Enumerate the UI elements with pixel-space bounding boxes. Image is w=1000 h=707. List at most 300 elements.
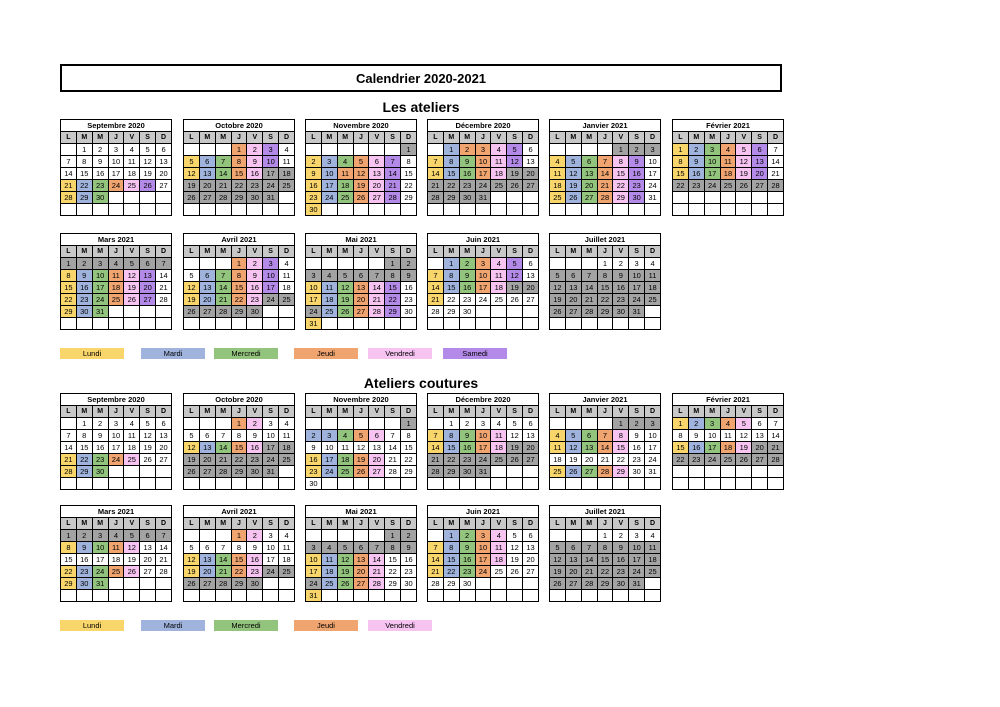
- day-cell: 21: [428, 294, 444, 306]
- day-cell: [337, 204, 353, 216]
- day-cell: 3: [108, 418, 124, 430]
- day-cell: [704, 204, 720, 216]
- day-cell: [199, 478, 215, 490]
- day-cell: 3: [108, 144, 124, 156]
- day-cell: 20: [523, 282, 539, 294]
- day-cell: 11: [491, 270, 507, 282]
- day-cell: [491, 478, 507, 490]
- day-cell: 24: [306, 578, 322, 590]
- weekday-header: L: [61, 406, 77, 418]
- day-cell: [550, 144, 566, 156]
- day-cell: 20: [369, 180, 385, 192]
- day-cell: 12: [184, 282, 200, 294]
- day-cell: [459, 590, 475, 602]
- day-cell: [140, 478, 156, 490]
- day-cell: 10: [475, 270, 491, 282]
- day-cell: 28: [428, 306, 444, 318]
- day-cell: 16: [629, 442, 645, 454]
- day-cell: 25: [337, 466, 353, 478]
- weekday-header: V: [369, 406, 385, 418]
- day-cell: [108, 590, 124, 602]
- weekday-header: S: [507, 246, 523, 258]
- day-cell: 1: [231, 144, 247, 156]
- day-cell: [581, 258, 597, 270]
- day-cell: [140, 590, 156, 602]
- day-cell: 23: [629, 180, 645, 192]
- day-cell: [263, 478, 279, 490]
- day-cell: 12: [550, 554, 566, 566]
- day-cell: 4: [124, 418, 140, 430]
- day-cell: 6: [140, 258, 156, 270]
- weekday-header: L: [428, 132, 444, 144]
- day-cell: 3: [645, 418, 661, 430]
- weekday-header: D: [156, 246, 172, 258]
- day-cell: [321, 590, 337, 602]
- day-cell: 22: [61, 294, 77, 306]
- day-cell: 7: [428, 542, 444, 554]
- day-cell: [688, 466, 704, 478]
- day-cell: 5: [507, 530, 523, 542]
- day-cell: 14: [156, 542, 172, 554]
- day-cell: 21: [581, 294, 597, 306]
- day-cell: 10: [306, 554, 322, 566]
- weekday-header: J: [475, 132, 491, 144]
- day-cell: 23: [306, 466, 322, 478]
- day-cell: 11: [279, 430, 295, 442]
- weekday-header: L: [428, 518, 444, 530]
- day-cell: 4: [321, 270, 337, 282]
- day-cell: [247, 318, 263, 330]
- month-title: Novembre 2020: [306, 120, 417, 132]
- day-cell: 28: [61, 192, 77, 204]
- day-cell: 27: [369, 192, 385, 204]
- day-cell: 7: [768, 144, 784, 156]
- day-cell: [124, 306, 140, 318]
- weekday-header: M: [443, 246, 459, 258]
- month-title: Février 2021: [673, 120, 784, 132]
- day-cell: [263, 318, 279, 330]
- legend-item: Mercredi: [214, 620, 278, 631]
- day-cell: 12: [184, 554, 200, 566]
- day-cell: 1: [231, 530, 247, 542]
- day-cell: 16: [613, 282, 629, 294]
- day-cell: 14: [369, 554, 385, 566]
- day-cell: 22: [61, 566, 77, 578]
- day-cell: 20: [140, 282, 156, 294]
- day-cell: [140, 306, 156, 318]
- day-cell: [61, 478, 77, 490]
- day-cell: [523, 466, 539, 478]
- day-cell: 25: [491, 180, 507, 192]
- day-cell: 15: [61, 282, 77, 294]
- day-cell: 12: [124, 270, 140, 282]
- day-cell: 12: [565, 442, 581, 454]
- day-cell: 27: [369, 466, 385, 478]
- weekday-header: M: [688, 406, 704, 418]
- day-cell: 23: [459, 454, 475, 466]
- day-cell: [475, 590, 491, 602]
- day-cell: [184, 478, 200, 490]
- day-cell: 22: [76, 454, 92, 466]
- day-cell: 5: [736, 418, 752, 430]
- day-cell: 9: [459, 542, 475, 554]
- day-cell: [215, 144, 231, 156]
- day-cell: 10: [263, 430, 279, 442]
- day-cell: 1: [597, 530, 613, 542]
- day-cell: [337, 144, 353, 156]
- day-cell: 15: [673, 442, 689, 454]
- day-cell: 13: [199, 442, 215, 454]
- day-cell: 1: [613, 418, 629, 430]
- day-cell: 12: [140, 430, 156, 442]
- month-calendar: [549, 393, 661, 490]
- day-cell: [523, 578, 539, 590]
- day-cell: [108, 478, 124, 490]
- weekday-header: D: [523, 132, 539, 144]
- day-cell: 28: [768, 180, 784, 192]
- month-title: Avril 2021: [184, 234, 295, 246]
- day-cell: 26: [184, 192, 200, 204]
- day-cell: 25: [279, 180, 295, 192]
- day-cell: 13: [369, 168, 385, 180]
- day-cell: 22: [673, 180, 689, 192]
- day-cell: 9: [459, 270, 475, 282]
- day-cell: 25: [108, 566, 124, 578]
- day-cell: 6: [523, 418, 539, 430]
- day-cell: 5: [507, 258, 523, 270]
- day-cell: 8: [61, 542, 77, 554]
- day-cell: 29: [61, 306, 77, 318]
- day-cell: [353, 530, 369, 542]
- day-cell: [673, 466, 689, 478]
- day-cell: 4: [279, 258, 295, 270]
- day-cell: 25: [279, 454, 295, 466]
- day-cell: 13: [199, 554, 215, 566]
- day-cell: 12: [337, 282, 353, 294]
- day-cell: 24: [263, 566, 279, 578]
- day-cell: 23: [629, 454, 645, 466]
- weekday-header: V: [736, 132, 752, 144]
- day-cell: 27: [199, 578, 215, 590]
- day-cell: 22: [401, 454, 417, 466]
- day-cell: [247, 204, 263, 216]
- day-cell: [752, 192, 768, 204]
- day-cell: 13: [565, 282, 581, 294]
- day-cell: 22: [597, 566, 613, 578]
- day-cell: 17: [321, 454, 337, 466]
- day-cell: 15: [231, 442, 247, 454]
- legend-item: Mardi: [141, 348, 205, 359]
- day-cell: 23: [688, 180, 704, 192]
- weekday-header: S: [385, 246, 401, 258]
- day-cell: 22: [613, 180, 629, 192]
- day-cell: 16: [629, 168, 645, 180]
- day-cell: 21: [581, 566, 597, 578]
- weekday-header: D: [156, 132, 172, 144]
- day-cell: 21: [215, 454, 231, 466]
- day-cell: [61, 418, 77, 430]
- day-cell: 5: [184, 270, 200, 282]
- day-cell: 12: [140, 156, 156, 168]
- day-cell: 30: [247, 578, 263, 590]
- weekday-header: S: [263, 246, 279, 258]
- weekday-header: V: [491, 518, 507, 530]
- weekday-header: V: [491, 246, 507, 258]
- weekday-header: L: [428, 246, 444, 258]
- month-title: Septembre 2020: [61, 120, 172, 132]
- day-cell: 27: [523, 566, 539, 578]
- day-cell: 2: [306, 156, 322, 168]
- weekday-header: M: [688, 132, 704, 144]
- day-cell: 27: [565, 306, 581, 318]
- day-cell: 16: [76, 554, 92, 566]
- day-cell: [369, 478, 385, 490]
- weekday-header: M: [337, 518, 353, 530]
- day-cell: 22: [385, 294, 401, 306]
- day-cell: 12: [507, 270, 523, 282]
- day-cell: [337, 418, 353, 430]
- day-cell: 17: [92, 554, 108, 566]
- weekday-header: M: [459, 406, 475, 418]
- month-title: Mai 2021: [306, 234, 417, 246]
- day-cell: 16: [688, 442, 704, 454]
- day-cell: 15: [597, 282, 613, 294]
- day-cell: 29: [401, 466, 417, 478]
- month-calendar: [183, 393, 295, 490]
- day-cell: 28: [428, 466, 444, 478]
- day-cell: 18: [491, 442, 507, 454]
- weekday-header: S: [629, 518, 645, 530]
- day-cell: [581, 144, 597, 156]
- day-cell: 29: [613, 192, 629, 204]
- day-cell: [306, 144, 322, 156]
- day-cell: [550, 318, 566, 330]
- day-cell: 5: [140, 418, 156, 430]
- day-cell: [337, 318, 353, 330]
- day-cell: [523, 318, 539, 330]
- day-cell: 16: [401, 282, 417, 294]
- weekday-header: J: [231, 246, 247, 258]
- day-cell: 12: [184, 168, 200, 180]
- day-cell: [156, 306, 172, 318]
- day-cell: 26: [550, 578, 566, 590]
- day-cell: 13: [199, 168, 215, 180]
- day-cell: 4: [720, 418, 736, 430]
- day-cell: [645, 578, 661, 590]
- day-cell: 24: [263, 454, 279, 466]
- weekday-header: S: [629, 406, 645, 418]
- day-cell: 26: [353, 192, 369, 204]
- weekday-header: V: [491, 132, 507, 144]
- day-cell: [184, 530, 200, 542]
- day-cell: 11: [491, 156, 507, 168]
- day-cell: 1: [443, 530, 459, 542]
- weekday-header: M: [459, 132, 475, 144]
- day-cell: 15: [401, 442, 417, 454]
- month-calendar: [60, 233, 172, 330]
- day-cell: 26: [124, 294, 140, 306]
- day-cell: [353, 590, 369, 602]
- day-cell: 2: [459, 418, 475, 430]
- day-cell: 14: [428, 168, 444, 180]
- day-cell: 16: [247, 442, 263, 454]
- day-cell: 15: [231, 282, 247, 294]
- weekday-header: M: [199, 132, 215, 144]
- day-cell: 11: [550, 442, 566, 454]
- day-cell: 2: [306, 430, 322, 442]
- weekday-header: M: [199, 406, 215, 418]
- day-cell: [279, 318, 295, 330]
- day-cell: 30: [459, 466, 475, 478]
- day-cell: 6: [369, 430, 385, 442]
- day-cell: [156, 192, 172, 204]
- day-cell: [140, 578, 156, 590]
- month-calendar: [427, 393, 539, 490]
- month-calendar: [549, 119, 661, 216]
- day-cell: 13: [369, 442, 385, 454]
- day-cell: 12: [353, 168, 369, 180]
- day-cell: 8: [673, 156, 689, 168]
- day-cell: 21: [428, 566, 444, 578]
- day-cell: 25: [279, 294, 295, 306]
- weekday-header: V: [491, 406, 507, 418]
- day-cell: 22: [385, 566, 401, 578]
- day-cell: 25: [720, 180, 736, 192]
- day-cell: 4: [491, 530, 507, 542]
- day-cell: 27: [752, 454, 768, 466]
- day-cell: 9: [688, 430, 704, 442]
- day-cell: 11: [124, 430, 140, 442]
- weekday-header: J: [597, 246, 613, 258]
- day-cell: 29: [443, 306, 459, 318]
- day-cell: 28: [581, 578, 597, 590]
- month-title: Septembre 2020: [61, 394, 172, 406]
- day-cell: 22: [401, 180, 417, 192]
- day-cell: 20: [523, 168, 539, 180]
- day-cell: 4: [279, 144, 295, 156]
- month-calendar: [60, 505, 172, 602]
- day-cell: [124, 478, 140, 490]
- day-cell: 7: [385, 430, 401, 442]
- day-cell: 6: [140, 530, 156, 542]
- day-cell: 19: [507, 554, 523, 566]
- day-cell: [768, 204, 784, 216]
- day-cell: 5: [507, 144, 523, 156]
- day-cell: 30: [247, 466, 263, 478]
- day-cell: [428, 258, 444, 270]
- day-cell: 23: [613, 566, 629, 578]
- day-cell: 27: [353, 306, 369, 318]
- day-cell: [491, 578, 507, 590]
- weekday-header: L: [184, 246, 200, 258]
- weekday-header: D: [279, 518, 295, 530]
- day-cell: [565, 204, 581, 216]
- day-cell: 25: [321, 306, 337, 318]
- day-cell: 4: [720, 144, 736, 156]
- day-cell: 3: [475, 530, 491, 542]
- day-cell: 6: [369, 156, 385, 168]
- day-cell: [720, 466, 736, 478]
- day-cell: 4: [550, 430, 566, 442]
- day-cell: [124, 318, 140, 330]
- day-cell: 21: [768, 168, 784, 180]
- day-cell: 29: [597, 306, 613, 318]
- day-cell: 2: [92, 144, 108, 156]
- day-cell: 30: [613, 578, 629, 590]
- weekday-header: D: [279, 246, 295, 258]
- day-cell: [491, 590, 507, 602]
- weekday-header: L: [306, 246, 322, 258]
- day-cell: 2: [459, 144, 475, 156]
- day-cell: [108, 306, 124, 318]
- day-cell: 19: [353, 180, 369, 192]
- day-cell: [428, 144, 444, 156]
- month-calendar: [305, 505, 417, 602]
- day-cell: 28: [156, 566, 172, 578]
- day-cell: 7: [215, 430, 231, 442]
- weekday-header: M: [92, 406, 108, 418]
- day-cell: 6: [156, 418, 172, 430]
- day-cell: 19: [550, 294, 566, 306]
- day-cell: 4: [491, 418, 507, 430]
- day-cell: 14: [215, 554, 231, 566]
- day-cell: [736, 466, 752, 478]
- day-cell: [199, 590, 215, 602]
- day-cell: [156, 590, 172, 602]
- day-cell: 22: [231, 566, 247, 578]
- weekday-header: J: [108, 406, 124, 418]
- month-title: Juillet 2021: [550, 506, 661, 518]
- day-cell: 20: [581, 454, 597, 466]
- day-cell: 23: [247, 454, 263, 466]
- day-cell: [263, 578, 279, 590]
- day-cell: 7: [156, 258, 172, 270]
- day-cell: 27: [156, 180, 172, 192]
- day-cell: 21: [156, 554, 172, 566]
- weekday-header: D: [645, 246, 661, 258]
- weekday-header: V: [124, 246, 140, 258]
- day-cell: [401, 478, 417, 490]
- day-cell: 11: [550, 168, 566, 180]
- legend-item: Jeudi: [294, 620, 358, 631]
- day-cell: [353, 258, 369, 270]
- day-cell: 6: [199, 270, 215, 282]
- day-cell: [428, 530, 444, 542]
- day-cell: [581, 478, 597, 490]
- day-cell: 7: [428, 270, 444, 282]
- day-cell: [401, 204, 417, 216]
- day-cell: 6: [523, 258, 539, 270]
- weekday-header: D: [523, 518, 539, 530]
- day-cell: 4: [124, 144, 140, 156]
- day-cell: 18: [337, 454, 353, 466]
- day-cell: [475, 318, 491, 330]
- day-cell: 15: [613, 442, 629, 454]
- day-cell: [720, 478, 736, 490]
- day-cell: 27: [565, 578, 581, 590]
- day-cell: 24: [321, 192, 337, 204]
- day-cell: 16: [306, 180, 322, 192]
- day-cell: 11: [279, 270, 295, 282]
- weekday-header: M: [581, 406, 597, 418]
- day-cell: 25: [720, 454, 736, 466]
- day-cell: 27: [140, 294, 156, 306]
- day-cell: 4: [321, 542, 337, 554]
- day-cell: 25: [645, 566, 661, 578]
- day-cell: [443, 478, 459, 490]
- day-cell: [124, 192, 140, 204]
- day-cell: [597, 478, 613, 490]
